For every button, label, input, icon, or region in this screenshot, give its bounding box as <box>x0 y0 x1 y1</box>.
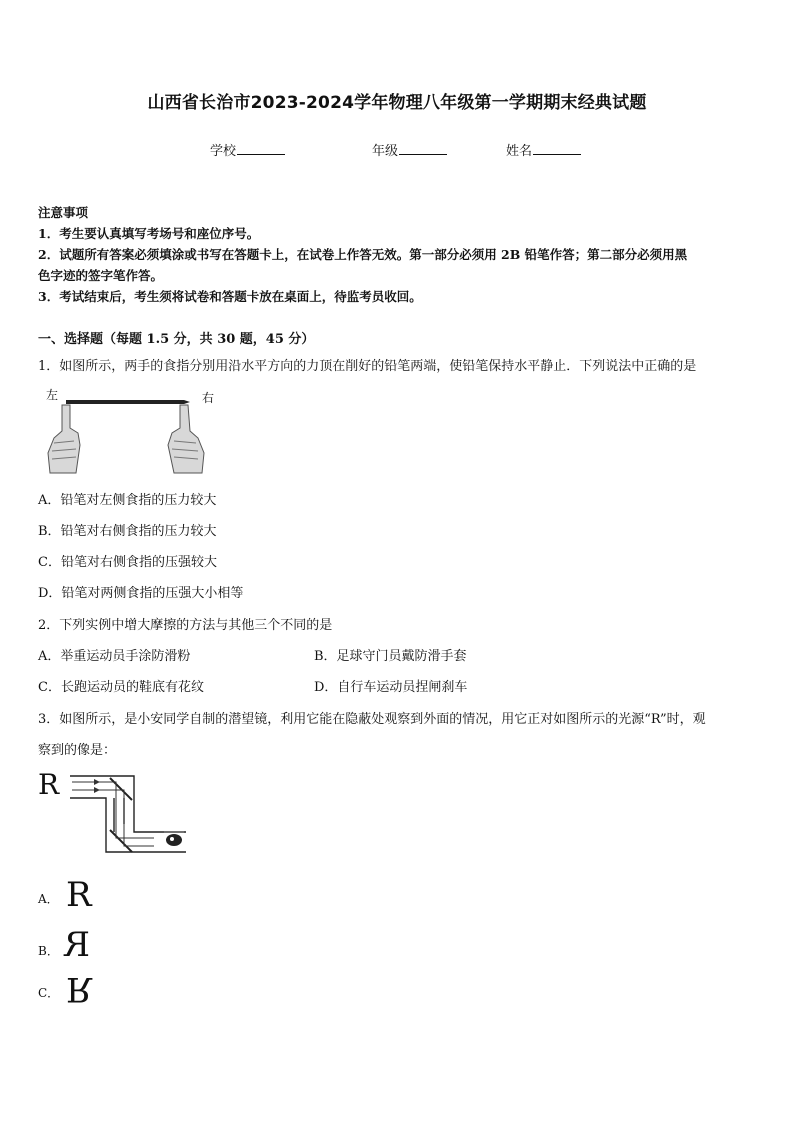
q3-option-a-label[interactable]: A． <box>38 892 59 906</box>
notice-heading: 注意事项 <box>38 205 89 220</box>
q1-option-d[interactable]: D．铅笔对两侧食指的压强大小相等 <box>38 586 244 601</box>
pencil-shape <box>66 400 184 404</box>
section-heading: 一、选择题（每题 1.5 分，共 30 题，45 分） <box>38 332 315 347</box>
q3-option-b-label[interactable]: B． <box>38 944 59 958</box>
q1-option-a[interactable]: A．铅笔对左侧食指的压力较大 <box>38 493 217 508</box>
school-blank[interactable] <box>237 142 285 155</box>
name-label: 姓名 <box>506 144 533 159</box>
pencil-hands-figure <box>40 383 230 478</box>
question-3-stem-line2: 察到的像是： <box>38 743 117 758</box>
notice-item: 3．考试结束后，考生须将试卷和答题卡放在桌面上，待监考员收回。 <box>38 289 422 304</box>
question-2-stem: 2．下列实例中增大摩擦的方法与其他三个不同的是 <box>38 618 333 633</box>
q3-option-a-glyph: R <box>66 875 92 915</box>
figure-right-label: 右 <box>202 391 215 405</box>
name-blank[interactable] <box>533 142 581 155</box>
q3-option-c-glyph: R <box>66 969 92 1009</box>
grade-field[interactable] <box>372 140 447 159</box>
question-1-stem: 1．如图所示，两手的食指分别用沿水平方向的力顶在削好的铅笔两端，使铅笔保持水平静止．下列说法中正确的是 <box>38 359 697 374</box>
light-source-letter: R <box>38 768 60 801</box>
school-label: 学校 <box>210 144 237 159</box>
question-3-stem-line1: 3．如图所示，是小安同学自制的潜望镜，利用它能在隐蔽处观察到外面的情况，用它正对如图所示的光源“R”时，观 <box>38 712 706 727</box>
eye-icon <box>164 832 184 846</box>
periscope-figure <box>36 770 196 860</box>
right-hand-shape <box>168 405 204 473</box>
q1-option-b[interactable]: B．铅笔对右侧食指的压力较大 <box>38 524 217 539</box>
notice-item: 1．考生要认真填写考场号和座位序号。 <box>38 226 260 241</box>
school-field[interactable] <box>210 140 285 159</box>
bottom-mirror-shape <box>110 830 132 852</box>
q2-option-b[interactable]: B．足球守门员戴防滑手套 <box>314 649 467 664</box>
q3-option-b-glyph: R <box>64 925 90 965</box>
grade-label: 年级 <box>372 144 399 159</box>
left-hand-shape <box>48 405 80 473</box>
grade-blank[interactable] <box>399 142 447 155</box>
top-mirror-shape <box>110 778 132 800</box>
student-info-row <box>0 140 794 160</box>
notice-item: 2．试题所有答案必须填涂或书写在答题卡上，在试卷上作答无效。第一部分必须用 2B 铅笔作答；第二部分必须用黑 <box>38 247 688 262</box>
q2-option-d[interactable]: D．自行车运动员捏闸刹车 <box>314 680 468 695</box>
periscope-drawing <box>36 770 196 860</box>
figure-left-label: 左 <box>46 388 59 402</box>
q2-option-c[interactable]: C．长跑运动员的鞋底有花纹 <box>38 680 204 695</box>
name-field[interactable] <box>506 140 581 159</box>
q1-option-c[interactable]: C．铅笔对右侧食指的压强较大 <box>38 555 217 570</box>
notice-item: 色字迹的签字笔作答。 <box>38 268 164 283</box>
exam-title: 山西省长治市2023-2024学年物理八年级第一学期期末经典试题 <box>147 93 647 113</box>
light-ray-shapes <box>72 782 154 846</box>
q3-option-c-label[interactable]: C． <box>38 986 60 1000</box>
q2-option-a[interactable]: A．举重运动员手涂防滑粉 <box>38 649 191 664</box>
